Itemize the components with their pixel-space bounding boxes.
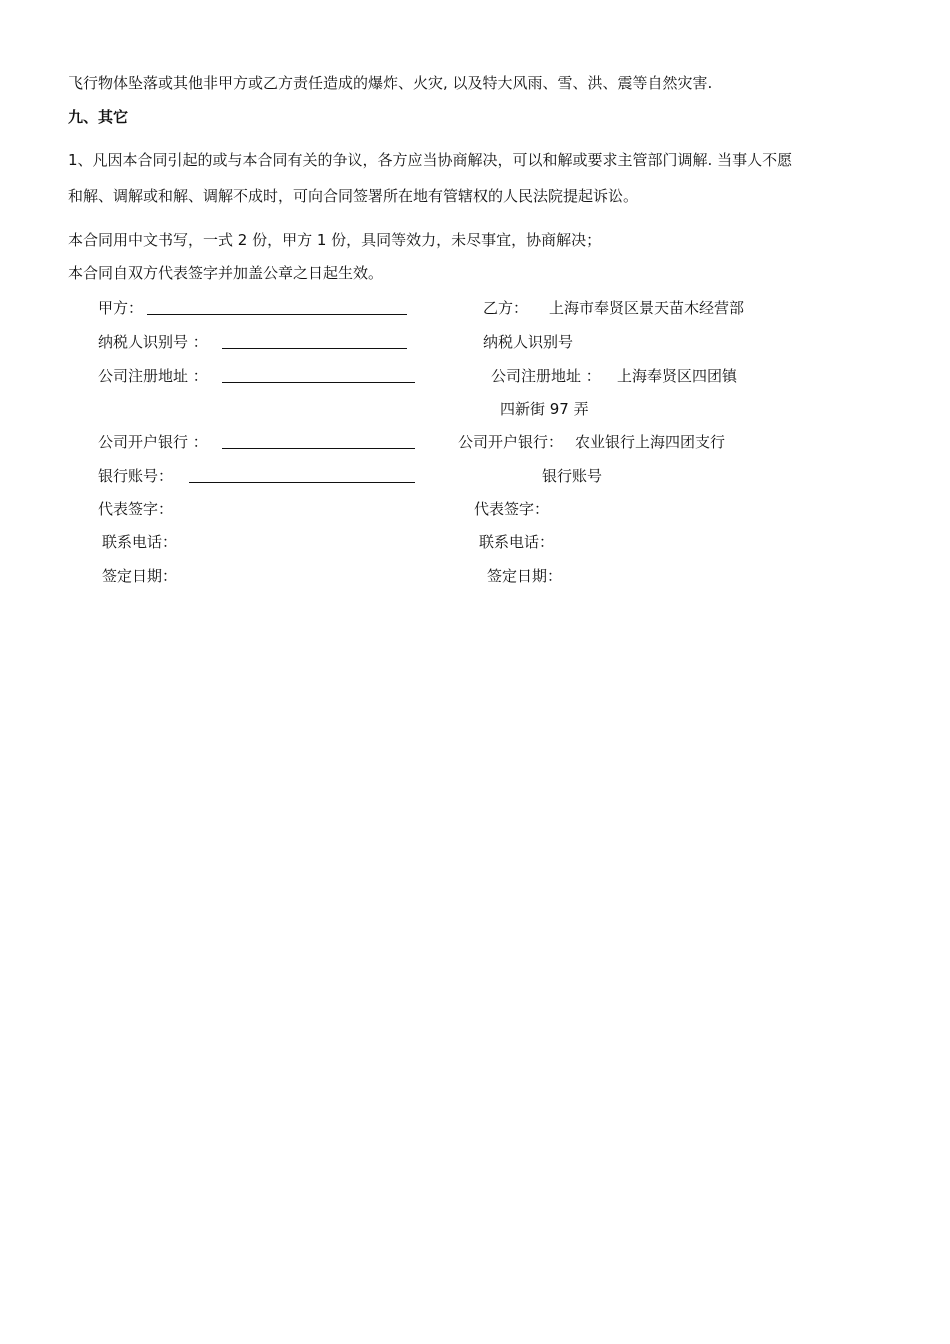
party-a-account-underline bbox=[189, 482, 415, 483]
party-b-rep-label: 代表签字： bbox=[474, 500, 550, 518]
party-a-address-label: 公司注册地址 ： bbox=[98, 367, 208, 385]
dispute-clause-line2: 和解、调解或和解、调解不成时，可向合同签署所在地有管辖权的人民法院提起诉讼。 bbox=[68, 187, 639, 205]
effective-clause: 本合同自双方代表签字并加盖公章之日起生效。 bbox=[68, 264, 384, 282]
party-b-name-value: 上海市奉贤区景天苗木经营部 bbox=[549, 299, 745, 317]
liability-text-line: 飞行物体坠落或其他非甲方或乙方责任造成的爆炸、火灾, 以及特大风雨、雪、洪、震等自然灾害. bbox=[68, 74, 713, 92]
party-b-address-value-line1: 上海奉贤区四团镇 bbox=[617, 367, 738, 385]
party-b-address-label: 公司注册地址 ： bbox=[491, 367, 601, 385]
party-a-name-underline bbox=[147, 314, 407, 315]
party-a-bank-underline bbox=[222, 448, 415, 449]
copies-clause: 本合同用中文书写，一式 2 份，甲方 1 份，具同等效力，未尽事宜，协商解决； bbox=[68, 231, 602, 249]
party-b-name-label: 乙方： bbox=[483, 299, 529, 317]
dispute-clause-line1: 1、凡因本合同引起的或与本合同有关的争议，各方应当协商解决，可以和解或要求主管部门调解. 当事人不愿 bbox=[68, 151, 793, 169]
party-a-name-label: 甲方： bbox=[98, 299, 144, 317]
party-a-tax-id-underline bbox=[222, 348, 407, 349]
party-a-date-label: 签定日期： bbox=[102, 567, 178, 585]
party-a-tax-id-label: 纳税人识别号 ： bbox=[98, 333, 208, 351]
party-a-address-underline bbox=[222, 382, 415, 383]
party-a-account-label: 银行账号： bbox=[98, 467, 174, 485]
party-b-bank-label: 公司开户银行： bbox=[458, 433, 564, 451]
section-title: 九、其它 bbox=[68, 108, 129, 126]
party-b-phone-label: 联系电话： bbox=[479, 533, 555, 551]
party-b-bank-value: 农业银行上海四团支行 bbox=[575, 433, 726, 451]
party-b-account-label: 银行账号 bbox=[542, 467, 603, 485]
party-b-address-value-line2: 四新街 97 弄 bbox=[500, 400, 589, 418]
party-b-tax-id-label: 纳税人识别号 bbox=[483, 333, 574, 351]
party-b-date-label: 签定日期： bbox=[487, 567, 563, 585]
party-a-bank-label: 公司开户银行 ： bbox=[98, 433, 208, 451]
party-a-rep-label: 代表签字： bbox=[98, 500, 174, 518]
party-a-phone-label: 联系电话： bbox=[102, 533, 178, 551]
